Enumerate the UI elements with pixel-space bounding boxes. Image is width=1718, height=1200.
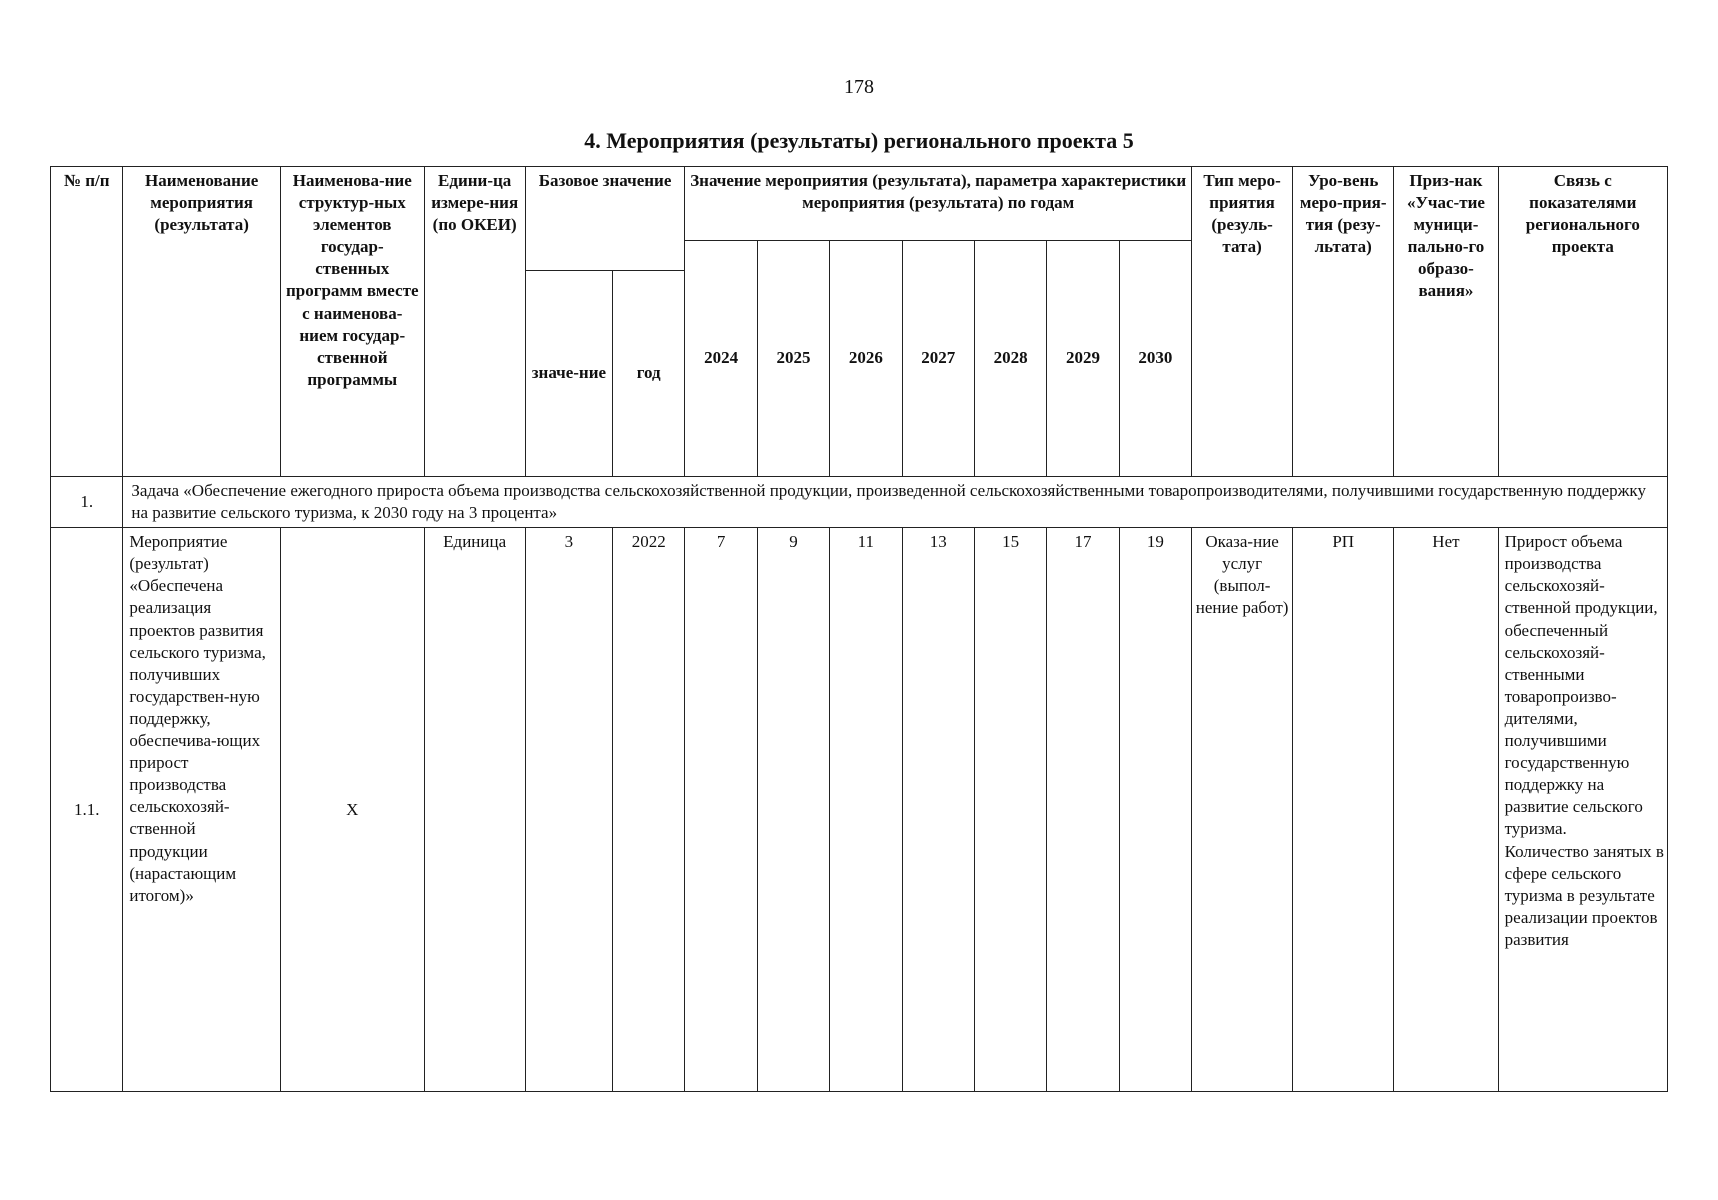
row-link-indicator-1: Прирост объема производства сельскохозяй-ственной продукции, обеспеченный сельскохозяй-ственными товаропроизво-дителями, получившими государственную поддержку на развитие сельского туризма. bbox=[1504, 532, 1658, 839]
row-unit: Единица bbox=[424, 528, 525, 1092]
header-link: Связь с показателями регионального проекта bbox=[1498, 167, 1667, 477]
header-year-2028: 2028 bbox=[974, 241, 1046, 477]
header-year-2030: 2030 bbox=[1119, 241, 1191, 477]
row-structural-element: Х bbox=[280, 528, 424, 1092]
row-level: РП bbox=[1293, 528, 1394, 1092]
row-base-year: 2022 bbox=[613, 528, 685, 1092]
row-municipal: Нет bbox=[1394, 528, 1498, 1092]
row-type: Оказа-ние услуг (выпол-нение работ) bbox=[1192, 528, 1293, 1092]
header-municipal: Приз-нак «Учас-тие муници-пально-го образо-вания» bbox=[1394, 167, 1498, 477]
task-text: Задача «Обеспечение ежегодного прироста объема производства сельскохозяйственной продукции, произведенной сельскохозяйственными товаропроизводителями, получившими государственную поддержку на развитие сельского туризма, к 2030 году на 3 процента» bbox=[123, 477, 1668, 528]
section-title: 4. Мероприятия (результаты) регионального проекта 5 bbox=[584, 128, 1134, 153]
header-values-by-year: Значение мероприятия (результата), параметра характеристики мероприятия (результата) по годам bbox=[685, 167, 1192, 241]
row-value-2024: 7 bbox=[685, 528, 757, 1092]
row-number: 1.1. bbox=[51, 528, 123, 1092]
row-value-2028: 15 bbox=[974, 528, 1046, 1092]
header-level: Уро-вень меро-прия-тия (резу-льтата) bbox=[1293, 167, 1394, 477]
header-structural-elements: Наименова-ние структур-ных элементов государ-ственных программ вместе с наименова-нием государ-ственной программы bbox=[280, 167, 424, 477]
row-value-2025: 9 bbox=[757, 528, 829, 1092]
measures-table bbox=[50, 166, 1668, 1092]
row-name: Мероприятие (результат) «Обеспечена реализация проектов развития сельского туризма, получивших государствен-ную поддержку, обеспечива-ющих прирост производства сельскохозяй-ственной продукции (нарастающим итогом)» bbox=[123, 528, 281, 1092]
header-base-year: год bbox=[613, 271, 685, 477]
row-value-2030: 19 bbox=[1119, 528, 1191, 1092]
header-base-value: значе-ние bbox=[525, 271, 612, 477]
page-number: 178 bbox=[844, 76, 874, 98]
header-year-2029: 2029 bbox=[1047, 241, 1119, 477]
row-link-indicator-2: Количество занятых в сфере сельского туризма в результате реализации проектов развития bbox=[1504, 841, 1664, 949]
header-num: № п/п bbox=[51, 167, 123, 477]
header-year-2025: 2025 bbox=[757, 241, 829, 477]
row-base-value: 3 bbox=[525, 528, 612, 1092]
header-year-2026: 2026 bbox=[830, 241, 902, 477]
header-type: Тип меро-приятия (резуль-тата) bbox=[1192, 167, 1293, 477]
header-base: Базовое значение bbox=[525, 167, 685, 271]
header-year-2024: 2024 bbox=[685, 241, 757, 477]
row-value-2027: 13 bbox=[902, 528, 974, 1092]
row-value-2029: 17 bbox=[1047, 528, 1119, 1092]
header-year-2027: 2027 bbox=[902, 241, 974, 477]
header-name: Наименование мероприятия (результата) bbox=[123, 167, 281, 477]
row-value-2026: 11 bbox=[830, 528, 902, 1092]
header-unit: Едини-ца измере-ния (по ОКЕИ) bbox=[424, 167, 525, 477]
table-row bbox=[51, 528, 1668, 1092]
task-number: 1. bbox=[51, 477, 123, 528]
row-link bbox=[1498, 528, 1667, 1092]
